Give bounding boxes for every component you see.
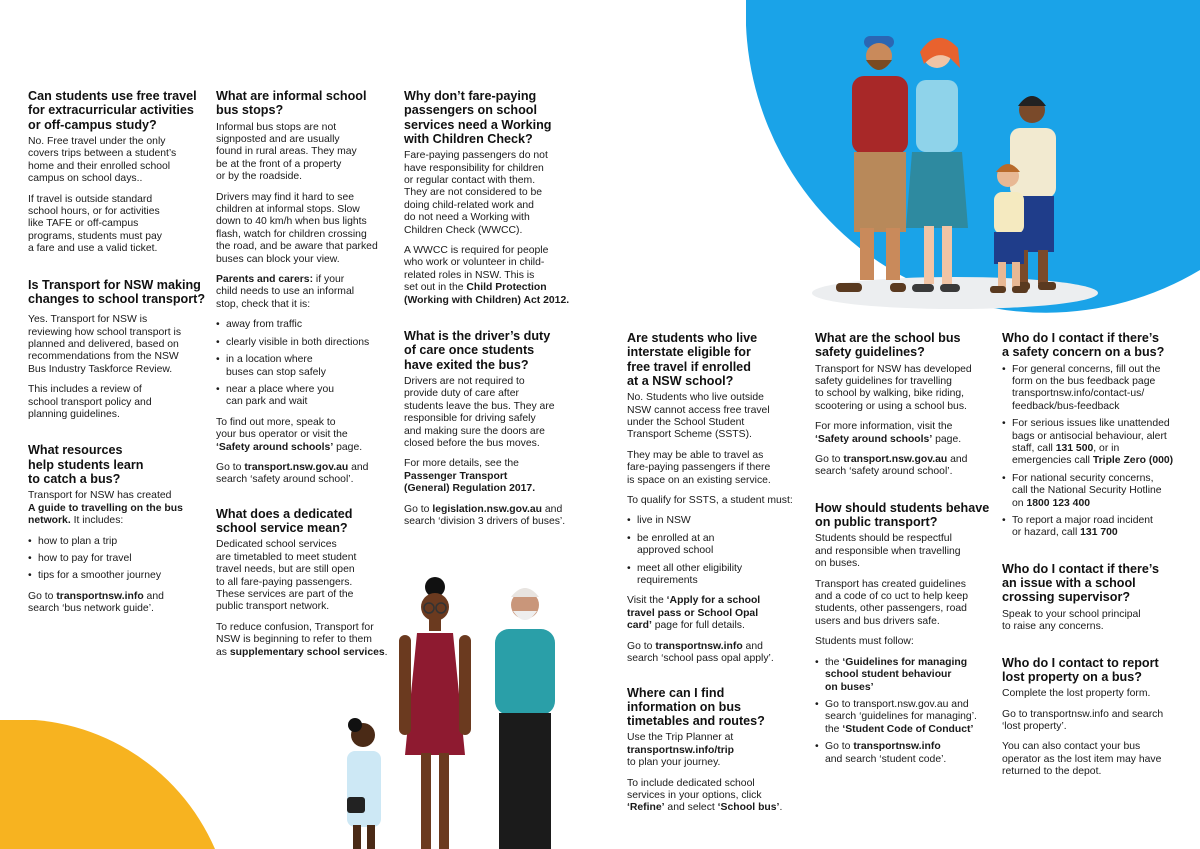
section-wwcc — [404, 89, 584, 307]
heading-wwcc: Why don’t fare-paying passengers on school services need a Working with Children Check? — [404, 89, 552, 146]
section-changes-school-transport — [28, 278, 206, 422]
link-safety-around-schools[interactable]: ‘Safety around schools’ — [815, 433, 933, 445]
list-item: • meet all other eligibility requirements — [627, 563, 807, 588]
paragraph: Yes. Transport for NSW is reviewing how school transport is planned and delivered, based on recommendations from the NSW Bus Industry Taskforce Review. — [28, 314, 182, 375]
bus-guide-title: A guide to travelling on the bus network. — [28, 502, 183, 527]
list-item: • Go to transport.nsw.gov.au and search ‘guidelines for managing’. the ‘Student Code of Conduct’ — [815, 699, 995, 736]
section-driver-duty — [404, 329, 584, 528]
column-1 — [28, 89, 206, 632]
paragraph: Complete the lost property form. — [1002, 688, 1151, 700]
section-lost-property — [1002, 656, 1190, 779]
list-item: • be enrolled at an approved school — [627, 533, 807, 558]
list-item: • live in NSW — [627, 515, 807, 527]
section-resources-catch-bus — [28, 443, 206, 615]
paragraph: A WWCC is required for people who work or volunteer in child- related roles in NSW. This is set out in the Child Protection (Working with Children) Act 2012. — [404, 245, 570, 306]
paragraph: To include dedicated school services in your options, click ‘Refine’ and select ‘School bus’. — [627, 777, 783, 814]
paragraph: For more details, see the Passenger Transport (General) Regulation 2017. — [404, 458, 536, 495]
list-item: • For serious issues like unattended bags or antisocial behaviour, alert staff, call 131 500, or in emergencies call Triple Zero (000) — [1002, 418, 1190, 468]
heading-crossing-supervisor: Who do I contact if there’s an issue with a school crossing supervisor? — [1002, 561, 1159, 605]
list-item: • near a place where you can park and wait — [216, 384, 394, 409]
list-item: • how to plan a trip — [28, 536, 206, 548]
paragraph: Go to transport.nsw.gov.au and search ‘safety around school’. — [815, 454, 968, 478]
ssts-requirements-list — [627, 515, 807, 587]
paragraph: They may be able to travel as fare-paying passengers if there is space on an existing service. — [627, 449, 771, 486]
heading-lost-property: Who do I contact to report lost property on a bus? — [1002, 655, 1159, 684]
link-transport-nsw-gov[interactable]: transport.nsw.gov.au — [244, 461, 349, 473]
list-item: • tips for a smoother journey — [28, 570, 206, 582]
paragraph: Fare-paying passengers do not have responsibility for children or regular contact with them. They are not considered to be doing child-related work and do not need a Working with Children Check (WWCC). — [404, 150, 548, 236]
section-dedicated-service — [216, 507, 394, 659]
paragraph: Go to transportnsw.info and search ‘bus network guide’. — [28, 590, 164, 615]
heading-student-behaviour: How should students behave on public transport? — [815, 500, 990, 530]
column-2 — [216, 89, 394, 675]
paragraph: Dedicated school services are timetabled to meet student travel needs, but are still open to all fare-paying passengers. These services are part of the public transport network. — [216, 539, 357, 613]
paragraph: Drivers may find it hard to see children at informal stops. Slow down to 40 km/h when bus lights flash, watch for children crossing the road, and be aware that parked buses can block your view. — [216, 191, 378, 265]
paragraph: To qualify for SSTS, a student must: — [627, 495, 793, 507]
heading-interstate-eligibility: Are students who live interstate eligible for free travel if enrolled at a NSW school? — [627, 331, 758, 388]
list-item: • For national security concerns, call the National Security Hotline on 1800 123 400 — [1002, 473, 1190, 510]
heading-informal-stops: What are informal school bus stops? — [216, 89, 367, 118]
small-girl-figure — [347, 718, 381, 849]
link-transportnsw[interactable]: transportnsw.info — [655, 640, 743, 652]
safety-contact-list — [1002, 364, 1190, 540]
heading-dedicated-service: What does a dedicated school service mean? — [216, 506, 353, 536]
link-trip-planner[interactable]: transportnsw.info/trip — [627, 744, 734, 756]
paragraph: Transport for NSW has developed safety guidelines for travelling to school by walking, bike riding, scootering or using a school bus. — [815, 363, 972, 412]
paragraph: Transport for NSW has created A guide to travelling on the bus network. It includes: — [28, 490, 183, 527]
link-legislation[interactable]: legislation.nsw.gov.au — [432, 503, 543, 515]
section-informal-stops — [216, 89, 394, 487]
heading-resources-catch-bus: What resources help students learn to catch a bus? — [28, 443, 144, 486]
woman-figure — [906, 38, 968, 292]
list-item: • how to pay for travel — [28, 553, 206, 565]
man-figure — [836, 36, 908, 292]
paragraph: Students should be respectful and responsible when travelling on buses. — [815, 533, 961, 570]
paragraph: To find out more, speak to your bus operator or visit the ‘Safety around schools’ page. — [216, 416, 363, 453]
heading-driver-duty: What is the driver’s duty of care once students have exited the bus? — [404, 329, 551, 372]
family-illustration — [800, 28, 1100, 313]
column-4 — [627, 331, 807, 831]
paragraph: To reduce confusion, Transport for NSW is beginning to refer to them as supplementary school services. — [216, 621, 388, 658]
yellow-circle-decoration — [0, 720, 215, 849]
column-3 — [404, 89, 584, 544]
section-extracurricular-travel — [28, 89, 206, 256]
list-item: • clearly visible in both directions — [216, 337, 394, 349]
paragraph: You can also contact your bus operator as the lost item may have returned to the depot. — [1002, 741, 1162, 778]
paragraph: No. Free travel under the only covers trips between a student’s home and their enrolled school campus on school days.. — [28, 135, 177, 185]
informal-stop-checklist — [216, 319, 394, 408]
paragraph: For more information, visit the ‘Safety around schools’ page. — [815, 421, 962, 445]
paragraph: Go to transport.nsw.gov.au and search ‘safety around school’. — [216, 461, 369, 486]
behaviour-list — [815, 657, 995, 766]
section-safety-guidelines — [815, 331, 995, 479]
paragraph: Go to transportnsw.info and search ‘lost property’. — [1002, 708, 1164, 732]
list-item: • To report a major road incident or hazard, call 131 700 — [1002, 515, 1190, 540]
paragraph: Drivers are not required to provide duty of care after students leave the bus. They are responsible for driving safely and making sure the doors are closed before the bus moves. — [404, 375, 555, 449]
paragraph: No. Students who live outside NSW cannot access free travel under the School Student Transport Scheme (SSTS). — [627, 392, 770, 441]
list-item: • the ‘Guidelines for managing school student behaviour on buses’ — [815, 657, 995, 694]
paragraph: Students must follow: — [815, 636, 914, 648]
link-transportnsw[interactable]: transportnsw.info — [853, 741, 941, 753]
link-transportnsw[interactable]: transportnsw.info — [56, 590, 144, 602]
column-5 — [815, 331, 995, 782]
heading-extracurricular-travel: Can students use free travel for extracurricular activities or off-campus study? — [28, 89, 197, 132]
section-interstate-eligibility — [627, 331, 807, 666]
heading-safety-concern-contact: Who do I contact if there’s a safety concern on a bus? — [1002, 331, 1165, 360]
link-apply-travel-pass[interactable]: ‘Apply for a school travel pass or School Opal card’ — [627, 595, 761, 632]
section-crossing-supervisor — [1002, 562, 1190, 634]
link-transport-nsw-gov[interactable]: transport.nsw.gov.au — [843, 454, 948, 466]
heading-safety-guidelines: What are the school bus safety guidelines? — [815, 331, 961, 360]
paragraph: Transport has created guidelines and a code of co uct to help keep students, other passengers, road users and bus drivers safe. — [815, 578, 969, 627]
list-item: • in a location where buses can stop safely — [216, 354, 394, 379]
bus-guide-list — [28, 536, 206, 583]
heading-timetables: Where can I find information on bus timetables and routes? — [627, 685, 765, 729]
section-student-behaviour — [815, 501, 995, 766]
column-6 — [1002, 331, 1190, 795]
paragraph: Informal bus stops are not signposted and are usually found in rural areas. They may be at the front of a property or by the roadside. — [216, 121, 357, 183]
list-item: • away from traffic — [216, 319, 394, 331]
link-safety-around-schools[interactable]: ‘Safety around schools’ — [216, 441, 334, 453]
paragraph: This includes a review of school transport policy and planning guidelines. — [28, 384, 152, 420]
section-timetables — [627, 686, 807, 815]
list-item: • Go to transportnsw.info and search ‘student code’. — [815, 741, 995, 766]
paragraph: Go to transportnsw.info and search ‘school pass opal apply’. — [627, 640, 774, 665]
woman-red-dress-figure — [399, 577, 471, 849]
grey-beard-man-figure — [495, 588, 555, 849]
paragraph: Parents and carers: if your child needs to use an informal stop, check that it is: — [216, 274, 355, 310]
list-item: • For general concerns, fill out the form on the bus feedback page transportnsw.info/contact-us/ feedback/bus-feedback — [1002, 364, 1190, 414]
paragraph: Visit the ‘Apply for a school travel pass or School Opal card’ page for full details. — [627, 595, 761, 632]
section-safety-concern-contact — [1002, 331, 1190, 540]
paragraph: Use the Trip Planner at transportnsw.info/trip to plan your journey. — [627, 732, 734, 769]
paragraph: Speak to your school principal to raise any concerns. — [1002, 608, 1141, 633]
paragraph: Go to legislation.nsw.gov.au and search ‘division 3 drivers of buses’. — [404, 503, 566, 528]
heading-changes-school-transport: Is Transport for NSW making changes to school transport? — [28, 277, 206, 306]
paragraph: If travel is outside standard school hours, or for activities like TAFE or off-campus programs, students must pay a fare and use a valid ticket. — [28, 193, 162, 255]
